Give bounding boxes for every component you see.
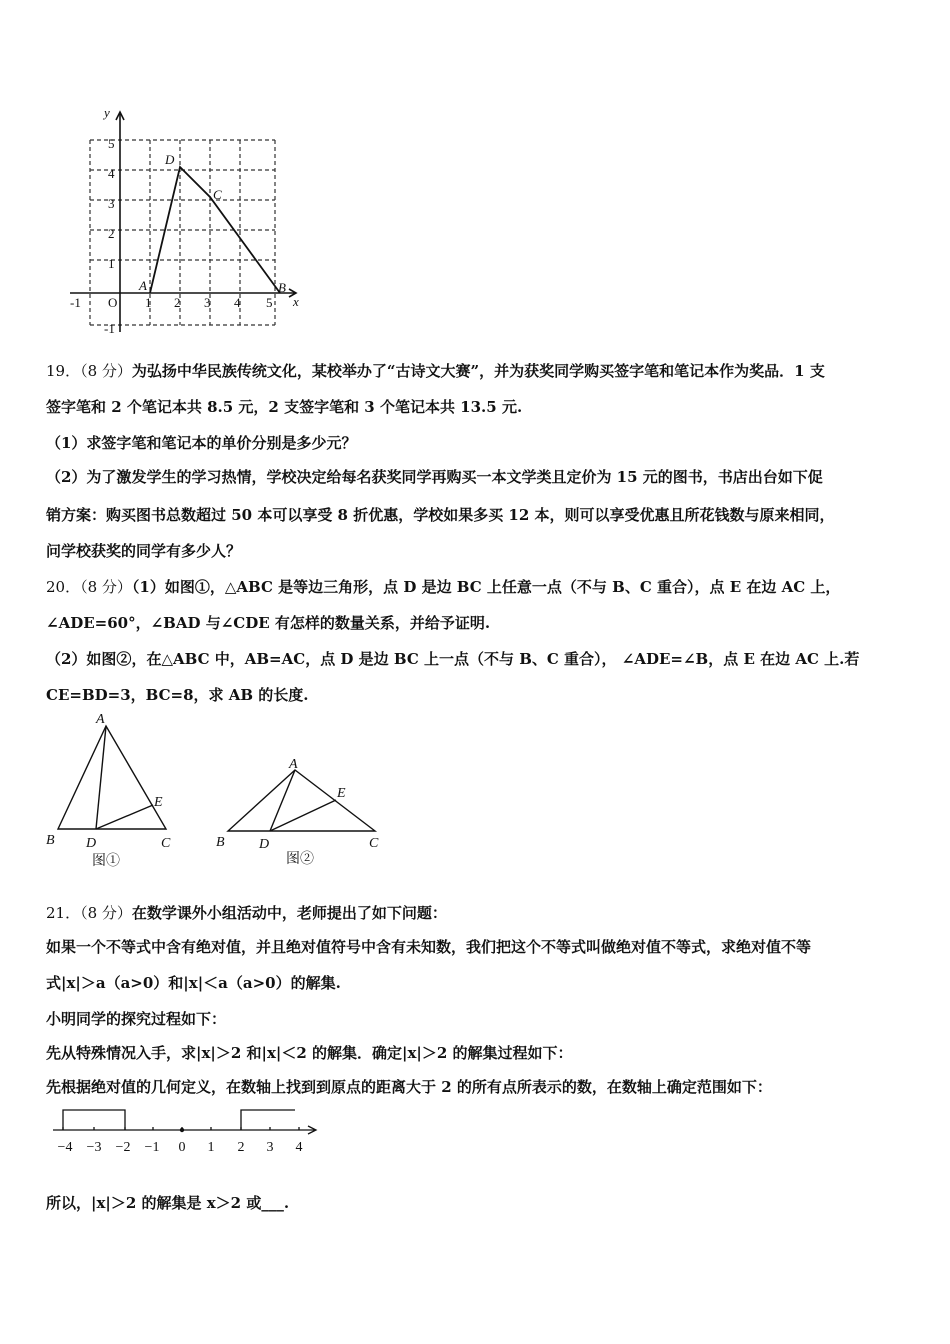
y-tick-neg1: -1 — [104, 321, 115, 336]
q20-text-4: CE=BD=3，BC=8，求 AB 的长度. — [46, 686, 309, 704]
q19-part2-line3: 问学校获奖的同学有多少人？ — [46, 542, 242, 560]
nl-tick-neg1: −1 — [144, 1140, 160, 1155]
interval-right — [241, 1110, 295, 1130]
q21-score: （8 分） — [80, 904, 132, 922]
q21-conclusion: 所以，|x|＞2 的解集是 x＞2 或___. — [46, 1194, 290, 1212]
point-label-C: C — [213, 187, 222, 202]
x-tick-neg1: -1 — [70, 295, 81, 310]
nl-tick-4: 4 — [295, 1140, 303, 1155]
q19-part2-line2: 销方案：购买图书总数超过 50 本可以享受 8 折优惠，学校如果多买 12 本，则可以享受优惠且所花钱数与原来相同， — [46, 506, 835, 524]
q20-text-1: （1）如图①，△ABC 是等边三角形，点 D 是边 BC 上任意一点（不与 B、C 重合），点 E 在边 AC 上， — [131, 578, 841, 596]
fig2-label-E: E — [337, 786, 346, 801]
q20-number: 20． — [46, 578, 81, 596]
q20-line1 — [46, 576, 840, 597]
origin-label: O — [108, 295, 118, 310]
q20-score: （8 分） — [80, 578, 132, 596]
axis-x-label: x — [293, 294, 299, 309]
q21-intro: 在数学课外小组活动中，老师提出了如下问题： — [131, 904, 447, 922]
q20-figure-1 — [40, 708, 200, 873]
q20-text-3: （2）如图②，在△ABC 中，AB=AC，点 D 是边 BC 上一点（不与 B、C 重合）， ∠ADE=∠B，点 E 在边 AC 上.若 — [46, 650, 860, 668]
nl-tick-3: 3 — [266, 1140, 274, 1155]
q19-text-1: 为弘扬中华民族传统文化，某校举办了“古诗文大赛”，并为获奖同学购买签字笔和笔记本作为奖品．1 支 — [131, 362, 825, 380]
fig1-label-B: B — [46, 833, 55, 848]
x-tick-2: 2 — [174, 295, 181, 310]
fig2-caption: 图② — [286, 852, 314, 867]
fig1-label-C: C — [161, 836, 171, 851]
q21-text-4: 先从特殊情况入手，求|x|＞2 和|x|＜2 的解集．确定|x|＞2 的解集过程如下： — [46, 1044, 573, 1062]
y-tick-4: 4 — [108, 166, 115, 181]
point-label-A: A — [139, 278, 147, 293]
origin-dot — [180, 1128, 184, 1132]
nl-tick-1: 1 — [207, 1140, 215, 1155]
point-label-D: D — [165, 152, 175, 167]
q19-part1: （1）求签字笔和笔记本的单价分别是多少元？ — [46, 434, 357, 452]
q21-text-5: 先根据绝对值的几何定义，在数轴上找到到原点的距离大于 2 的所有点所表示的数，在数轴上确定范围如下： — [46, 1078, 772, 1096]
nl-tick-0: 0 — [178, 1140, 186, 1155]
q21-number: 21． — [46, 904, 81, 922]
x-tick-5: 5 — [266, 295, 273, 310]
number-line-figure — [45, 1100, 335, 1160]
q19-part2-line1: （2）为了激发学生的学习热情，学校决定给每名获奖同学再购买一本文学类且定价为 15 元的图书，书店出台如下促 — [46, 468, 823, 486]
q19-number: 19． — [46, 362, 81, 380]
q19-line1 — [46, 360, 825, 381]
x-tick-3: 3 — [204, 295, 211, 310]
q20-text-2: ∠ADE=60°，∠BAD 与∠CDE 有怎样的数量关系，并给予证明. — [46, 614, 491, 632]
q21-text-1: 如果一个不等式中含有绝对值，并且绝对值符号中含有未知数，我们把这个不等式叫做绝对值不等式，求绝对值不等 — [46, 938, 812, 956]
fig1-caption: 图① — [92, 854, 120, 869]
fig2-label-B: B — [216, 835, 225, 850]
y-tick-5: 5 — [108, 136, 115, 151]
q21-text-2: 式|x|＞a（a>0）和|x|＜a（a>0）的解集. — [46, 974, 341, 992]
fig2-label-C: C — [369, 836, 379, 851]
nl-tick-neg3: −3 — [86, 1140, 102, 1155]
nl-tick-2: 2 — [237, 1140, 245, 1155]
point-label-B: B — [278, 280, 286, 295]
x-tick-1: 1 — [145, 295, 152, 310]
q21-text-3: 小明同学的探究过程如下： — [46, 1010, 227, 1028]
y-tick-1: 1 — [108, 256, 115, 271]
y-tick-3: 3 — [108, 196, 115, 211]
fig1-label-E: E — [154, 795, 163, 810]
y-tick-2: 2 — [108, 226, 115, 241]
q19-text-2: 签字笔和 2 个笔记本共 8.5 元，2 支签字笔和 3 个笔记本共 13.5 元. — [46, 398, 523, 416]
q21-line-intro — [46, 902, 447, 923]
axis-y-label: y — [104, 105, 110, 120]
coordinate-grid-figure — [60, 100, 310, 345]
x-tick-4: 4 — [234, 295, 241, 310]
fig2-label-A: A — [289, 757, 298, 772]
nl-tick-neg4: −4 — [57, 1140, 73, 1155]
q20-figure-2 — [210, 750, 395, 875]
fig2-label-D: D — [259, 837, 270, 852]
fig1-label-A: A — [96, 712, 105, 727]
nl-tick-neg2: −2 — [115, 1140, 131, 1155]
fig1-label-D: D — [86, 836, 97, 851]
q19-score: （8 分） — [80, 362, 132, 380]
